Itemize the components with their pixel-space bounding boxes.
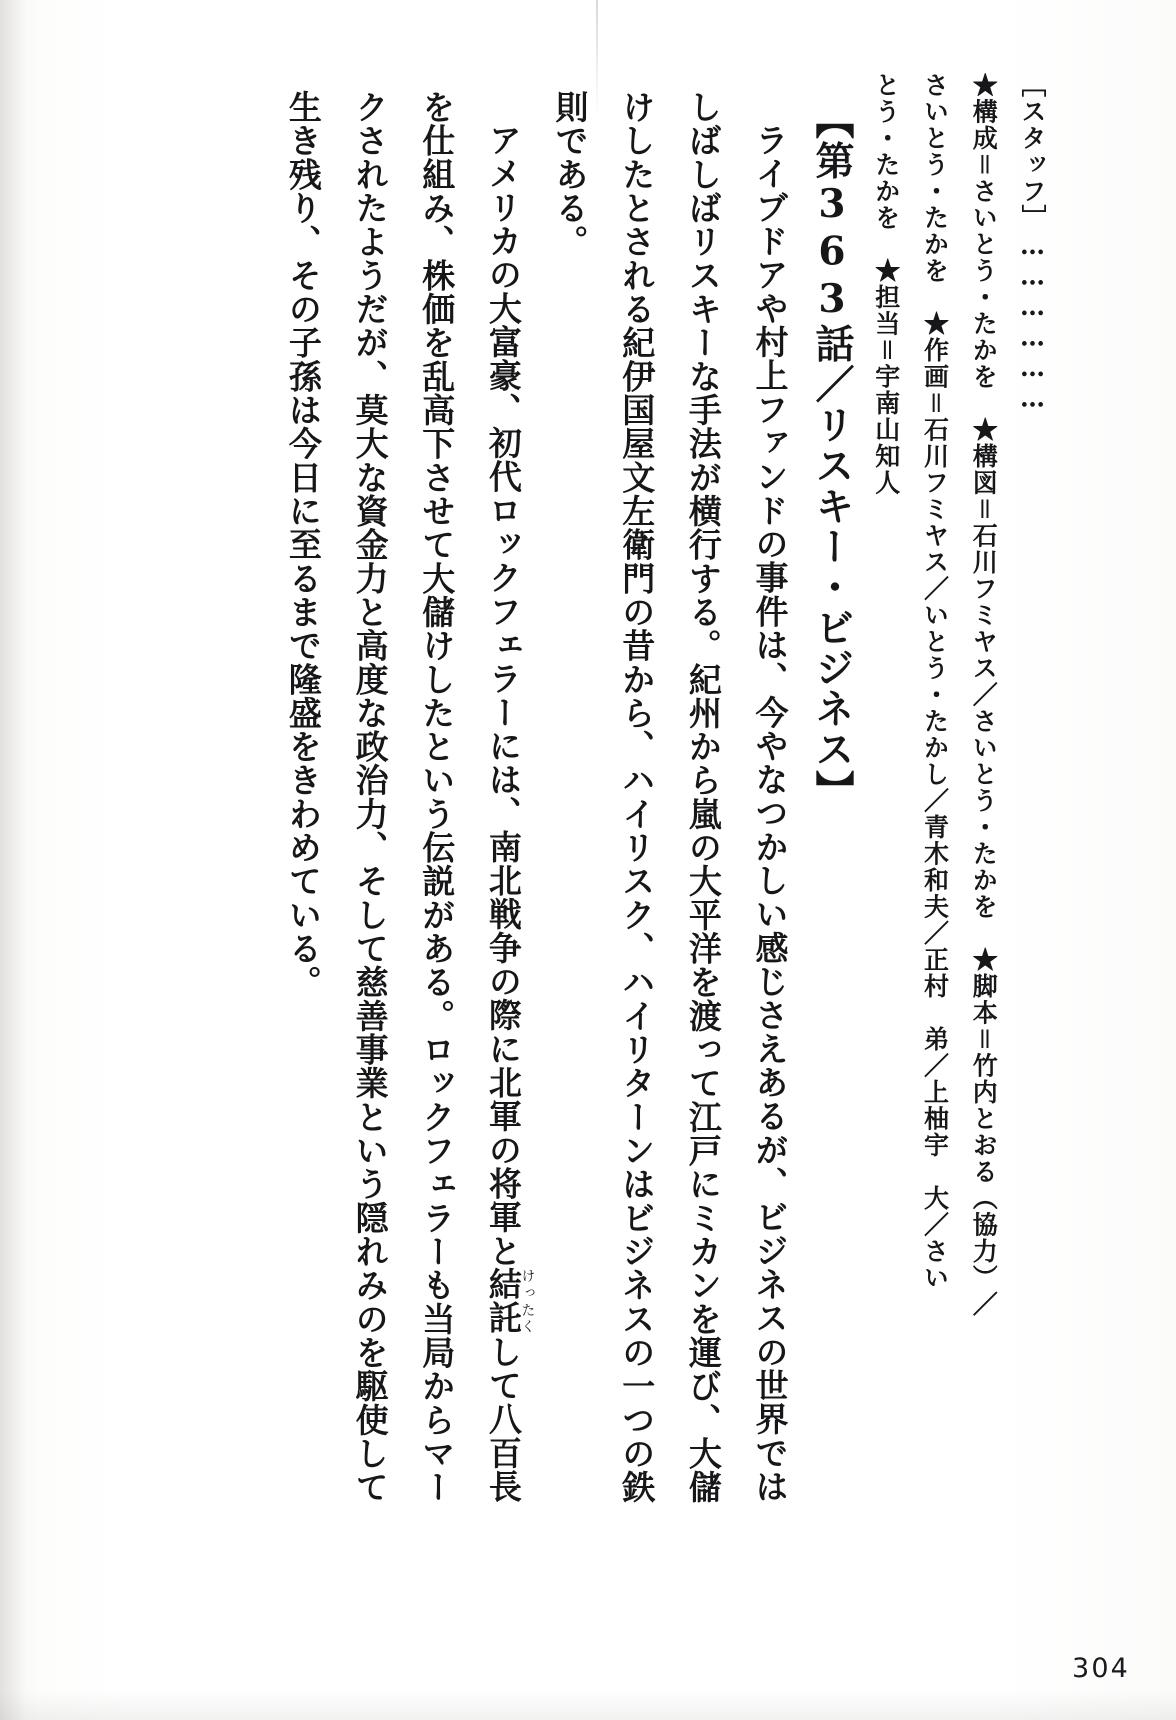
body-text-block — [269, 90, 802, 1520]
staff-credit-line: とう・たかを ★担当＝宇南山知人 — [871, 72, 901, 496]
body-paragraph: ライブドアや村上ファンドの事件は、今やなつかしい感じさえあるが、ビジネスの世界ではしばしばリスキーな手法が横行する。紀州から嵐の大平洋を渡って江戸にミカンを運び、大儲けしたとされる紀伊国屋文左衛門の昔から、ハイリスク、ハイリターンはビジネスの一つの鉄則である。 — [550, 90, 790, 1504]
staff-heading: ［スタッフ］……………… — [1018, 72, 1047, 414]
body-paragraph: アメリカの大富豪、初代ロックフェラーには、南北戦争の際に北軍の将軍と結託けったくして八百長を仕組み、株価を乱高下させて大儲けしたという伝説がある。ロックフェラーも当局からマークされたようだが、莫大な資金力と高度な政治力、そして慈善事業という隠れみのを駆使して生き残り、その子孫は今日に至るまで隆盛をきわめている。 — [283, 90, 536, 1504]
chapter-title: 【第363話／リスキー・ビジネス】 — [809, 100, 855, 811]
ruby-reading: けったく — [519, 1267, 536, 1335]
staff-credit-line: さいとう・たかを ★作画＝石川フミヤス／いとう・たかし／青木和夫／正村 弟／上柚宇 大／さい — [920, 72, 950, 1291]
page-number: 304 — [1071, 1653, 1130, 1684]
ruby-annotated-word: 結託けったく — [483, 1267, 536, 1335]
vertical-text-column — [96, 72, 1056, 1572]
staff-credit-line: ★構成＝さいとう・たかを ★構図＝石川フミヤス／さいとう・たかを ★脚本＝竹内とおる（協力）／ — [969, 72, 999, 1318]
staff-credits-block — [861, 72, 1056, 1572]
